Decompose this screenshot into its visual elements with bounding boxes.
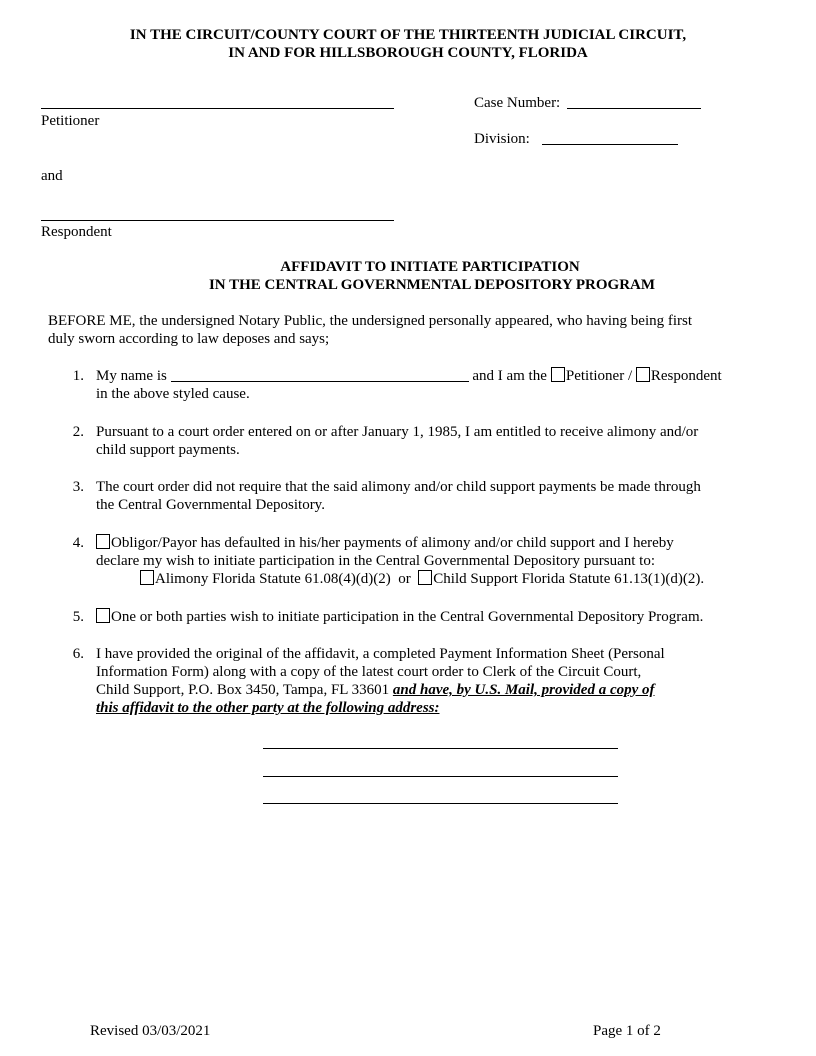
name-input[interactable] bbox=[171, 367, 469, 382]
item-5-number: 5. bbox=[72, 609, 84, 625]
item-6-line3-plain: Child Support, P.O. Box 3450, Tampa, FL 33601 bbox=[96, 682, 390, 698]
both-parties-checkbox[interactable] bbox=[96, 608, 110, 623]
court-heading-line2: IN AND FOR HILLSBOROUGH COUNTY, FLORIDA bbox=[228, 45, 588, 61]
item-1-role-label: and I am the bbox=[472, 368, 547, 384]
revised-date: Revised 03/03/2021 bbox=[90, 1023, 211, 1039]
division-label: Division: bbox=[474, 131, 530, 147]
petitioner-label: Petitioner bbox=[41, 113, 100, 129]
division-field bbox=[474, 130, 678, 148]
case-number-label: Case Number: bbox=[474, 95, 561, 111]
item-3-number: 3. bbox=[72, 479, 84, 495]
respondent-signature-line[interactable] bbox=[41, 220, 394, 221]
respondent-option-label: Respondent bbox=[650, 368, 722, 384]
address-line-3[interactable] bbox=[263, 803, 618, 804]
petitioner-option-label: Petitioner / bbox=[565, 368, 633, 384]
or-label: or bbox=[398, 571, 411, 587]
intro-line2: duly sworn according to law deposes and says; bbox=[48, 331, 330, 347]
court-heading-line1: IN THE CIRCUIT/COUNTY COURT OF THE THIRTEENTH JUDICIAL CIRCUIT, bbox=[129, 27, 687, 43]
item-2-number: 2. bbox=[72, 424, 84, 440]
petitioner-checkbox[interactable] bbox=[551, 367, 565, 382]
item-6-line2: Information Form) along with a copy of the latest court order to Clerk of the Circuit Court, bbox=[96, 664, 642, 680]
item-4-line1 bbox=[96, 534, 674, 552]
item-4-line1-text: Obligor/Payor has defaulted in his/her payments of alimony and/or child support and I hereby bbox=[111, 535, 674, 551]
item-6-line3-bold: and have, by U.S. Mail, provided a copy of bbox=[392, 682, 655, 698]
division-input[interactable] bbox=[542, 130, 678, 145]
item-3-line1: The court order did not require that the said alimony and/or child support payments be made through bbox=[96, 479, 701, 495]
item-6-number: 6. bbox=[72, 646, 84, 662]
item-4-line2: declare my wish to initiate participation in the Central Governmental Depository pursuant to: bbox=[96, 553, 656, 569]
affidavit-title-line2: IN THE CENTRAL GOVERNMENTAL DEPOSITORY PROGRAM bbox=[208, 277, 656, 293]
address-line-1[interactable] bbox=[263, 748, 618, 749]
item-6-line3 bbox=[96, 681, 655, 699]
case-number-field bbox=[474, 94, 701, 112]
item-6-line1: I have provided the original of the affidavit, a completed Payment Information Sheet (Personal bbox=[96, 646, 665, 662]
address-line-2[interactable] bbox=[263, 776, 618, 777]
respondent-checkbox[interactable] bbox=[636, 367, 650, 382]
obligor-default-checkbox[interactable] bbox=[96, 534, 110, 549]
petitioner-signature-line[interactable] bbox=[41, 108, 394, 109]
intro-line1: BEFORE ME, the undersigned Notary Public, the undersigned personally appeared, who having being first bbox=[48, 313, 693, 329]
item-4-statute-options bbox=[140, 570, 704, 588]
page-number: Page 1 of 2 bbox=[593, 1023, 661, 1039]
item-6-line4: this affidavit to the other party at the following address: bbox=[96, 700, 440, 716]
child-support-statute-checkbox[interactable] bbox=[418, 570, 432, 585]
item-5-line1 bbox=[96, 608, 703, 626]
and-label: and bbox=[41, 168, 63, 184]
item-2-line2: child support payments. bbox=[96, 442, 240, 458]
alimony-statute-checkbox[interactable] bbox=[140, 570, 154, 585]
item-1-line1 bbox=[96, 367, 722, 385]
item-1-number: 1. bbox=[72, 368, 84, 384]
item-1-line2: in the above styled cause. bbox=[96, 386, 250, 402]
item-5-text: One or both parties wish to initiate participation in the Central Governmental Depository Program. bbox=[111, 609, 704, 625]
item-1-name-label: My name is bbox=[96, 368, 167, 384]
case-number-input[interactable] bbox=[567, 94, 701, 109]
item-3-line2: the Central Governmental Depository. bbox=[96, 497, 325, 513]
affidavit-title-line1: AFFIDAVIT TO INITIATE PARTICIPATION bbox=[280, 259, 580, 275]
item-4-number: 4. bbox=[72, 535, 84, 551]
respondent-label: Respondent bbox=[41, 224, 112, 240]
child-support-statute-label: Child Support Florida Statute 61.13(1)(d)(2). bbox=[433, 571, 705, 587]
item-2-line1: Pursuant to a court order entered on or after January 1, 1985, I am entitled to receive alimony and/or bbox=[96, 424, 699, 440]
alimony-statute-label: Alimony Florida Statute 61.08(4)(d)(2) bbox=[155, 571, 391, 587]
